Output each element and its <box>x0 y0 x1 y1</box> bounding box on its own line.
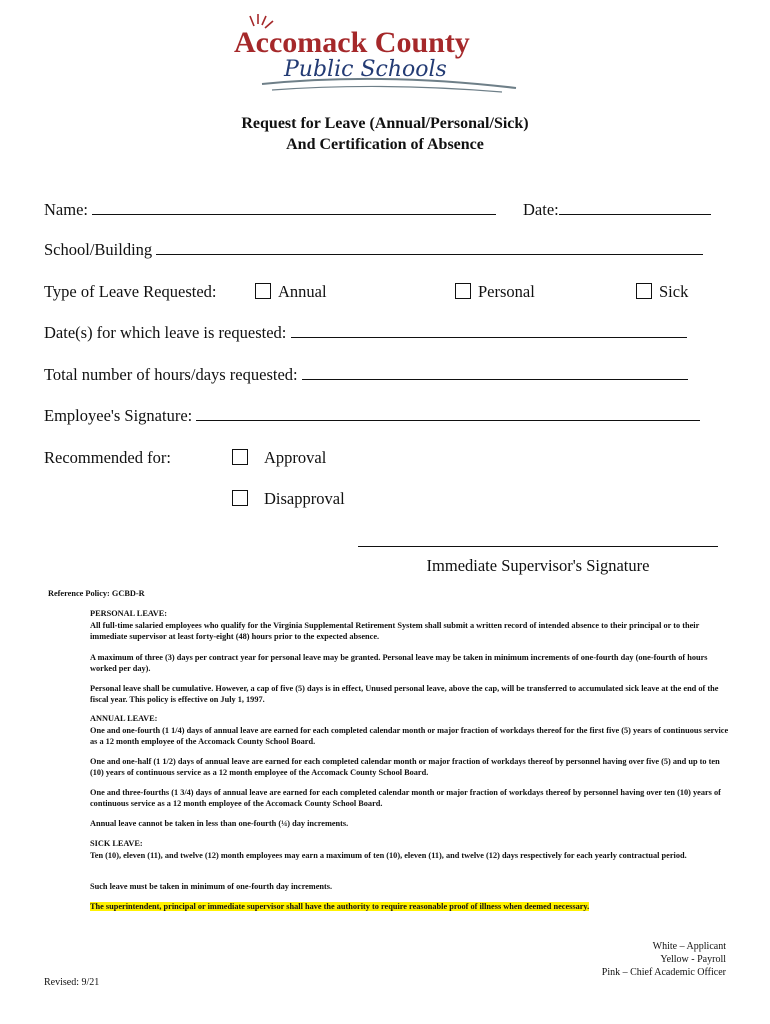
name-field[interactable] <box>92 200 496 215</box>
sick-checkbox[interactable] <box>636 283 652 299</box>
supervisor-signature-label: Immediate Supervisor's Signature <box>426 556 650 575</box>
name-row <box>44 200 496 220</box>
annual-leave-p3: One and three-fourths (1 3/4) days of annual leave are earned for each completed calendar month or major fraction of workdays thereof by personnel having over ten (10) years of continuous service as a 12 month employee of the Accomack County School Board. <box>90 788 721 808</box>
dates-field[interactable] <box>291 323 687 338</box>
personal-checkbox[interactable] <box>455 283 471 299</box>
sick-leave-p3: The superintendent, principal or immediate supervisor shall have the authority to require reasonable proof of illness when deemed necessary. <box>90 902 590 911</box>
date-label: Date: <box>523 200 559 219</box>
disapproval-checkbox[interactable] <box>232 490 248 506</box>
date-row <box>523 200 711 220</box>
sick-label: Sick <box>659 282 689 301</box>
personal-label: Personal <box>478 282 535 301</box>
school-row <box>44 240 703 260</box>
annual-leave-heading: ANNUAL LEAVE: <box>90 714 158 723</box>
hours-row <box>44 365 688 385</box>
annual-leave-p1: One and one-fourth (1 1/4) days of annual leave are earned for each completed calendar month or major fraction of workdays thereof for the first five (5) years of continuous service as a 12 month employee of the Accomack County School Board. <box>90 726 729 746</box>
routing-white: White – Applicant <box>652 941 726 952</box>
sick-leave-p2: Such leave must be taken in minimum of one-fourth day increments. <box>90 882 333 891</box>
personal-leave-heading: PERSONAL LEAVE: <box>90 609 168 618</box>
revised-date: Revised: 9/21 <box>44 977 100 988</box>
personal-leave-p1: All full-time salaried employees who qualify for the Virginia Supplemental Retirement System shall submit a written record of intended absence to their principal or to their immediate supervisor at least forty-eight (48) hours prior to the expected absence. <box>90 621 700 641</box>
name-label: Name: <box>44 200 88 219</box>
logo-line-1: Accomack County <box>234 26 470 59</box>
supervisor-signature-field[interactable] <box>358 546 718 547</box>
form-title-line-2: And Certification of Absence <box>286 136 484 153</box>
school-label: School/Building <box>44 240 153 259</box>
personal-leave-p2: A maximum of three (3) days per contract year for personal leave may be granted. Personal leave may be taken in minimum increments of one-fourth day (one-fourth of hours worked per day). <box>90 653 708 673</box>
leave-type-label: Type of Leave Requested: <box>44 282 217 301</box>
dates-row <box>44 323 687 343</box>
annual-label: Annual <box>278 282 327 301</box>
personal-leave-p3: Personal leave shall be cumulative. However, a cap of five (5) days is in effect, Unused personal leave, above the cap, will be transferred to accumulated sick leave at the end of the fiscal year. This policy is effective on July 1, 1997. <box>90 684 719 704</box>
routing-pink: Pink – Chief Academic Officer <box>601 967 726 978</box>
sick-leave-heading: SICK LEAVE: <box>90 839 143 848</box>
employee-signature-field[interactable] <box>196 406 700 421</box>
hours-field[interactable] <box>302 365 688 380</box>
form-title-line-1: Request for Leave (Annual/Personal/Sick) <box>241 115 529 132</box>
school-field[interactable] <box>156 240 703 255</box>
reference-policy: Reference Policy: GCBD-R <box>48 589 145 598</box>
copy-routing <box>602 940 726 979</box>
dates-label: Date(s) for which leave is requested: <box>44 323 287 342</box>
signature-row <box>44 406 700 426</box>
sick-leave-p1: Ten (10), eleven (11), and twelve (12) month employees may earn a maximum of ten (10), eleven (11), and twelve (12) days respectively for each yearly contractual period. <box>90 851 687 860</box>
school-logo-graphic <box>232 12 532 98</box>
logo-line-2: Public Schools <box>284 57 447 82</box>
approval-checkbox[interactable] <box>232 449 248 465</box>
approval-label: Approval <box>264 448 327 467</box>
routing-yellow: Yellow - Payroll <box>660 954 726 965</box>
hours-label: Total number of hours/days requested: <box>44 365 298 384</box>
signature-label: Employee's Signature: <box>44 406 193 425</box>
annual-leave-p4: Annual leave cannot be taken in less than one-fourth (¼) day increments. <box>90 819 349 828</box>
date-field[interactable] <box>559 200 711 215</box>
annual-checkbox[interactable] <box>255 283 271 299</box>
annual-leave-p2: One and one-half (1 1/2) days of annual leave are earned for each completed calendar month or major fraction of workdays thereof by personnel having over five (5) and up to ten (10) years of continuous service as a 12 month employee of the Accomack County School Board. <box>90 757 720 777</box>
disapproval-label: Disapproval <box>264 489 345 508</box>
recommended-label: Recommended for: <box>44 448 171 467</box>
logo <box>232 12 532 98</box>
